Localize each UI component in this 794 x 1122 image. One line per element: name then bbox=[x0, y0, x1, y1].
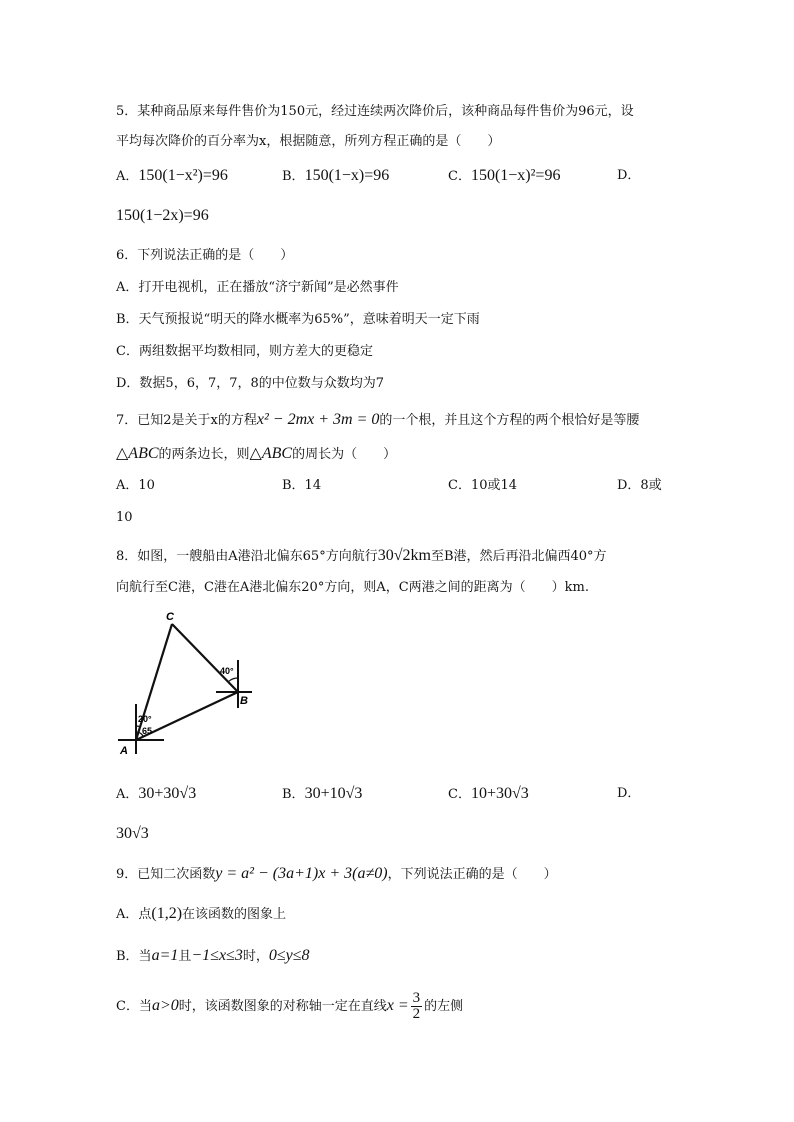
q8-option-a-label: A． bbox=[116, 787, 139, 802]
q8-option-d-label: D． bbox=[617, 786, 641, 801]
q5-option-a-label: A． bbox=[116, 169, 139, 184]
q5-option-d-math-text: 150(1−2x)=96 bbox=[116, 207, 209, 224]
q9-option-b-cond2: −1≤x≤3 bbox=[191, 947, 243, 964]
q9-option-a-pre: A．点 bbox=[116, 907, 152, 922]
q9-option-a-post: 在该函数的图象上 bbox=[182, 907, 287, 922]
q6-option-d: D．数据5，6，7，7，8的中位数与众数均为7 bbox=[116, 376, 385, 391]
q8-navigation-figure bbox=[112, 608, 262, 766]
q9-stem-text: 9．已知二次函数 bbox=[116, 867, 216, 882]
q9-option-c-cond: a>0 bbox=[151, 997, 179, 1014]
q8-option-c-label: C． bbox=[448, 787, 471, 802]
q7-triangle-1: △ABC bbox=[116, 445, 159, 462]
q9-option-c bbox=[116, 990, 463, 1023]
label-c: C bbox=[166, 611, 174, 623]
q9-option-a bbox=[116, 904, 286, 925]
label-angle-40: 40° bbox=[220, 666, 234, 676]
q8-option-b-math: 30+10√3 bbox=[304, 785, 363, 802]
q7-option-a: A．10 bbox=[116, 478, 155, 493]
q9-option-c-mid: 时，该函数图象的对称轴一定在直线 bbox=[178, 999, 387, 1014]
q7-stem-line1 bbox=[116, 410, 639, 431]
q9-option-c-post: 的左侧 bbox=[424, 999, 464, 1014]
q5-option-a bbox=[116, 166, 228, 187]
q9-option-b-mid: 且 bbox=[178, 949, 192, 964]
q9-option-a-point: (1,2) bbox=[151, 905, 183, 922]
q5-option-c bbox=[448, 166, 560, 187]
q9-option-c-denominator: 2 bbox=[412, 1006, 421, 1022]
q9-option-b-cond1: a=1 bbox=[151, 947, 179, 964]
q7-stem-text-2: 的一个根，并且这个方程的两个根恰好是等腰 bbox=[379, 413, 640, 428]
q7-option-b: B．14 bbox=[282, 478, 322, 493]
q9-option-b-range: 0≤y≤8 bbox=[268, 947, 310, 964]
q9-option-b-mid2: 时， bbox=[242, 949, 269, 964]
q5-option-a-math: 150(1−x²)=96 bbox=[138, 167, 228, 184]
q5-stem-line1: 5．某种商品原来每件售价为150元，经过连续两次降价后，该种商品每件售价为96元，设 bbox=[116, 104, 634, 119]
q5-option-b-math: 150(1−x)=96 bbox=[304, 167, 390, 184]
label-b: B bbox=[240, 695, 248, 707]
q7-stem-text-4: 的周长为（ ） bbox=[292, 447, 397, 462]
q8-option-a bbox=[116, 784, 196, 805]
q8-distance: 30√2km bbox=[377, 547, 431, 564]
q8-stem-text: 8．如图，一艘船由A港沿北偏东65°方向航行 bbox=[116, 549, 378, 564]
q9-function: y = a² − (3a+1)x + 3(a≠0) bbox=[215, 865, 388, 882]
q9-option-c-numerator: 3 bbox=[412, 990, 421, 1006]
q8-option-d-math-text: 30√3 bbox=[116, 825, 149, 842]
q8-option-b bbox=[282, 784, 362, 805]
q8-option-c-math: 10+30√3 bbox=[470, 785, 529, 802]
label-a: A bbox=[120, 745, 128, 757]
q8-option-c bbox=[448, 784, 529, 805]
q7-stem-text: 7．已知2是关于x的方程 bbox=[116, 413, 257, 428]
label-angle-20: 20° bbox=[138, 714, 152, 724]
q6-stem: 6．下列说法正确的是（ ） bbox=[116, 248, 294, 263]
q6-option-a: A．打开电视机，正在播放“济宁新闻”是必然事件 bbox=[116, 280, 399, 295]
q9-option-c-eq: x = bbox=[386, 997, 409, 1014]
q7-stem-text-3: 的两条边长，则 bbox=[158, 447, 250, 462]
q9-option-c-pre: C．当 bbox=[116, 999, 152, 1014]
q8-option-d-math bbox=[116, 824, 149, 845]
q7-triangle-2: △ABC bbox=[249, 445, 293, 462]
q9-stem bbox=[116, 864, 557, 885]
q7-option-d-cont: 10 bbox=[116, 510, 133, 525]
q5-option-d-math bbox=[116, 206, 209, 227]
q5-option-c-math: 150(1−x)²=96 bbox=[470, 167, 561, 184]
q5-option-c-label: C． bbox=[448, 169, 471, 184]
q8-stem-line1 bbox=[116, 546, 607, 567]
q8-stem-text-2: 至B港，然后再沿北偏西40°方 bbox=[430, 549, 607, 564]
q7-option-d: D．8或 bbox=[617, 478, 662, 493]
q5-option-b-label: B． bbox=[282, 169, 305, 184]
label-angle-65: 65 bbox=[142, 726, 153, 736]
q8-option-b-label: B． bbox=[282, 787, 305, 802]
q5-stem-line2: 平均每次降价的百分率为x，根据随意，所列方程正确的是（ ） bbox=[116, 134, 501, 149]
q8-option-a-math: 30+30√3 bbox=[138, 785, 197, 802]
q6-option-b: B．天气预报说“明天的降水概率为65%”，意味着明天一定下雨 bbox=[116, 312, 480, 327]
q7-equation: x² − 2mx + 3m = 0 bbox=[256, 411, 380, 428]
q8-stem-line2: 向航行至C港，C港在A港北偏东20°方向，则A，C两港之间的距离为（ ）km. bbox=[116, 580, 589, 595]
q9-option-b-pre: B．当 bbox=[116, 949, 152, 964]
q9-stem-text-2: ，下列说法正确的是（ ） bbox=[387, 867, 557, 882]
q5-option-b bbox=[282, 166, 389, 187]
q7-stem-line2 bbox=[116, 444, 396, 465]
angle-arc-40 bbox=[228, 678, 238, 682]
q7-option-c: C．10或14 bbox=[448, 478, 518, 493]
q9-option-c-fraction bbox=[411, 991, 423, 1022]
q5-option-d-label: D． bbox=[617, 168, 641, 183]
q9-option-b bbox=[116, 946, 310, 967]
q6-option-c: C．两组数据平均数相同，则方差大的更稳定 bbox=[116, 344, 373, 359]
